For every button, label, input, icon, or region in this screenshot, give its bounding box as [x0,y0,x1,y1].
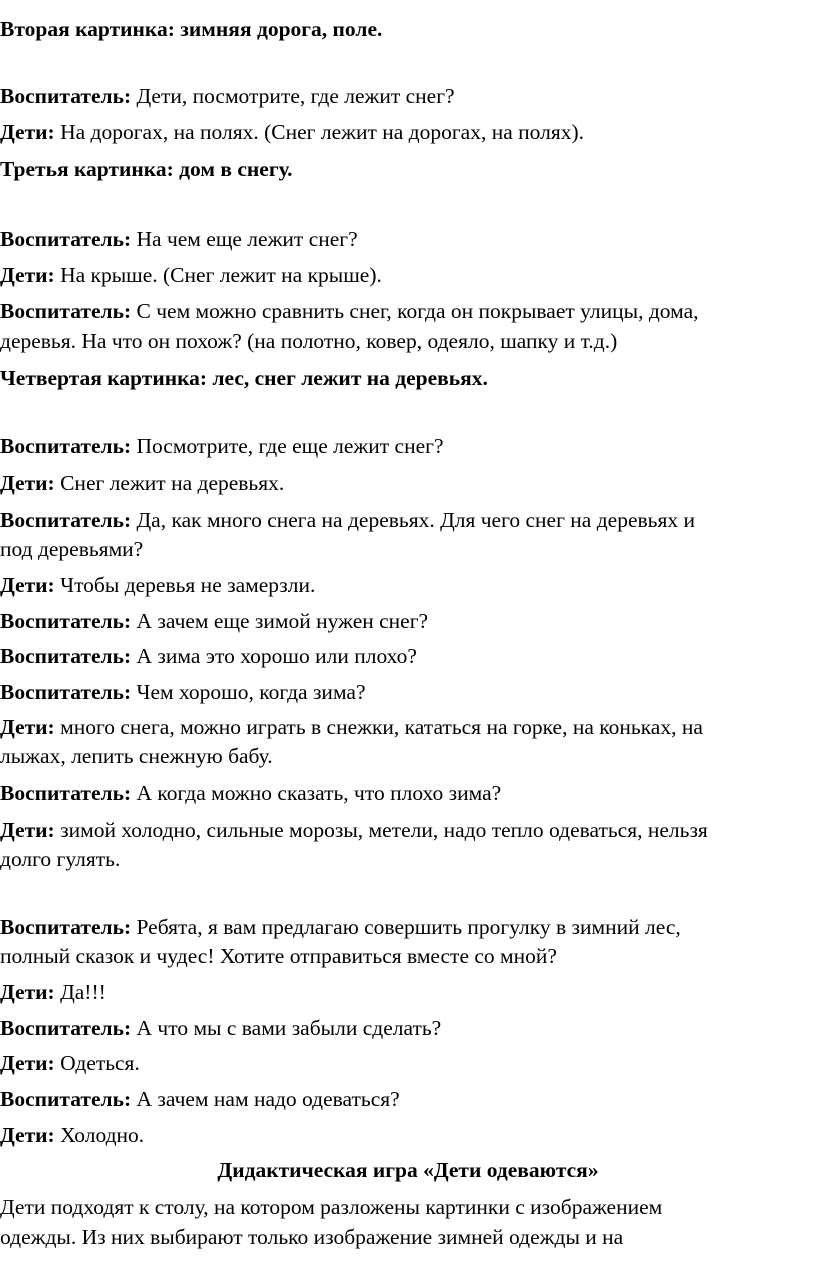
dialogue-line [0,1013,816,1043]
dialogue-text: зимой холодно, сильные морозы, метели, надо тепло одеваться, нельзя [54,818,708,842]
speaker-label: Воспитатель: [0,609,132,633]
dialogue-text: А зачем нам надо одеваться? [131,1087,400,1111]
dialogue-text: На крыше. (Снег лежит на крыше). [54,263,382,287]
heading-second-picture: Вторая картинка: зимняя дорога, поле. [0,17,383,41]
dialogue-text: Дети, посмотрите, где лежит снег? [131,84,455,108]
dialogue-text: Да!!! [54,980,106,1004]
speaker-label: Воспитатель: [0,1016,132,1040]
dialogue-line [0,815,816,845]
heading-fourth-picture: Четвертая картинка: лес, снег лежит на деревьях. [0,366,488,390]
dialogue-line [0,977,816,1007]
dialogue-line [0,260,816,290]
dialogue-text: много снега, можно играть в снежки, кататься на горке, на коньках, на [54,715,703,739]
paragraph-continuation: под деревьями? [0,537,144,561]
dialogue-line [0,117,816,147]
speaker-label: Дети: [0,818,55,842]
heading-third-picture: Третья картинка: дом в снегу. [0,157,293,181]
dialogue-text: Одеться. [54,1051,140,1075]
dialogue-text: Снег лежит на деревьях. [54,471,285,495]
paragraph-continuation: полный сказок и чудес! Хотите отправиться вместе со мной? [0,944,557,968]
dialogue-text: Холодно. [54,1123,145,1147]
dialogue-text: А когда можно сказать, что плохо зима? [131,781,502,805]
speaker-label: Воспитатель: [0,1087,132,1111]
speaker-label: Дети: [0,1051,55,1075]
speaker-label: Воспитатель: [0,299,132,323]
speaker-label: Воспитатель: [0,508,132,532]
dialogue-text: На чем еще лежит снег? [131,227,358,251]
paragraph-continuation: долго гулять. [0,847,121,871]
speaker-label: Воспитатель: [0,227,132,251]
speaker-label: Воспитатель: [0,781,132,805]
dialogue-text: Чем хорошо, когда зима? [131,680,366,704]
dialogue-line [0,468,816,498]
dialogue-line [0,778,816,808]
speaker-label: Воспитатель: [0,644,132,668]
speaker-label: Воспитатель: [0,915,132,939]
dialogue-line [0,677,816,707]
dialogue-text: На дорогах, на полях. (Снег лежит на дорогах, на полях). [54,120,585,144]
speaker-label: Воспитатель: [0,84,132,108]
paragraph-line: одежды. Из них выбирают только изображение зимней одежды и на [0,1225,624,1249]
dialogue-text: Чтобы деревья не замерзли. [54,573,316,597]
dialogue-line [0,641,816,671]
dialogue-text: Посмотрите, где еще лежит снег? [131,434,444,458]
paragraph-continuation: деревья. На что он похож? (на полотно, ковер, одеяло, шапку и т.д.) [0,329,618,353]
dialogue-line [0,606,816,636]
speaker-label: Дети: [0,263,55,287]
dialogue-line [0,570,816,600]
dialogue-text: А что мы с вами забыли сделать? [131,1016,442,1040]
dialogue-line [0,912,816,942]
speaker-label: Дети: [0,471,55,495]
speaker-label: Воспитатель: [0,434,132,458]
dialogue-text: А зачем еще зимой нужен снег? [131,609,429,633]
dialogue-text: С чем можно сравнить снег, когда он покрывает улицы, дома, [131,299,699,323]
dialogue-text: Ребята, я вам предлагаю совершить прогулку в зимний лес, [131,915,681,939]
dialogue-text: Да, как много снега на деревьях. Для чего снег на деревьях и [131,508,695,532]
dialogue-line [0,712,816,742]
heading-didactic-game: Дидактическая игра «Дети одеваются» [217,1158,599,1182]
dialogue-line [0,81,816,111]
dialogue-line [0,224,816,254]
dialogue-line [0,505,816,535]
speaker-label: Дети: [0,1123,55,1147]
paragraph-continuation: лыжах, лепить снежную бабу. [0,744,273,768]
speaker-label: Дети: [0,715,55,739]
dialogue-line [0,1120,816,1150]
dialogue-line [0,296,816,326]
dialogue-text: А зима это хорошо или плохо? [131,644,417,668]
speaker-label: Воспитатель: [0,680,132,704]
dialogue-line [0,1048,816,1078]
speaker-label: Дети: [0,120,55,144]
speaker-label: Дети: [0,980,55,1004]
dialogue-line [0,1084,816,1114]
speaker-label: Дети: [0,573,55,597]
paragraph-line: Дети подходят к столу, на котором разложены картинки с изображением [0,1195,663,1219]
dialogue-line [0,431,816,461]
